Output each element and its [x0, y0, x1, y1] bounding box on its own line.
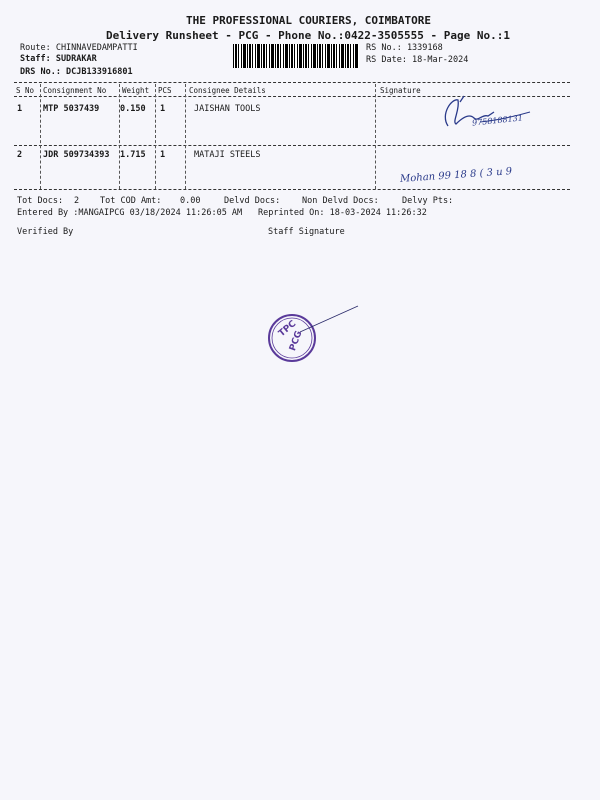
row2-weight: 1.715: [120, 150, 146, 160]
row1-bottom-rule: [14, 145, 570, 146]
tot-docs-label: Tot Docs:: [17, 196, 64, 206]
barcode: [233, 44, 359, 68]
company-stamp: [266, 312, 318, 364]
header-consignee: Consignee Details: [189, 86, 266, 95]
signature-row2-text: Mohan 99 18 8 ( 3 u 9: [399, 166, 513, 185]
col-divider: [40, 84, 41, 189]
rs-number: RS No.: 1339168: [366, 43, 443, 53]
delvy-pts-label: Delvy Pts:: [402, 196, 454, 206]
header-consignment: Consignment No: [43, 86, 107, 95]
staff-label: Staff: SUDRAKAR: [20, 54, 97, 64]
rs-date: RS Date: 18-Mar-2024: [366, 55, 469, 65]
row1-consignee: JAISHAN TOOLS: [194, 104, 261, 114]
col-divider: [155, 84, 156, 189]
row1-sno: 1: [17, 104, 23, 114]
row1-consignment: MTP 5037439: [43, 104, 100, 114]
row2-consignee: MATAJI STEELS: [194, 150, 261, 160]
row1-pcs: 1: [160, 104, 166, 114]
header-sno: S No: [16, 86, 35, 95]
header-signature: Signature: [380, 86, 421, 95]
verified-by-label: Verified By: [17, 227, 74, 237]
drs-number: DRS No.: DCJB133916801: [20, 67, 133, 77]
col-divider: [119, 84, 120, 189]
col-divider: [375, 84, 376, 189]
stamp-text-bottom: PCG: [288, 329, 305, 353]
row1-weight: 0.150: [120, 104, 146, 114]
row2-consignment: JDR 509734393: [43, 150, 110, 160]
col-divider: [185, 84, 186, 189]
signature-row2: [400, 166, 570, 192]
stamp-text-top: TPC: [277, 318, 299, 340]
staff-signature-label: Staff Signature: [268, 227, 345, 237]
runsheet-subtitle: Delivery Runsheet - PCG - Phone No.:0422-3505555 - Page No.:1: [106, 29, 510, 42]
row2-sno: 2: [17, 150, 23, 160]
company-title: THE PROFESSIONAL COURIERS, COIMBATORE: [186, 14, 432, 27]
tot-cod-label: Tot COD Amt:: [100, 196, 162, 206]
signature-row1: [430, 92, 540, 136]
header-weight: Weight: [122, 86, 150, 95]
signature-row1-number: 9758188131: [471, 113, 524, 128]
reprinted-on: Reprinted On: 18-03-2024 11:26:32: [258, 208, 427, 218]
table-top-rule: [14, 82, 570, 83]
delvd-docs-label: Delvd Docs:: [224, 196, 281, 206]
route-label: Route: CHINNAVEDAMPATTI: [20, 43, 138, 53]
row2-pcs: 1: [160, 150, 166, 160]
non-delvd-docs-label: Non Delvd Docs:: [302, 196, 379, 206]
tot-cod-value: 0.00: [180, 196, 201, 206]
tot-docs-value: 2: [74, 196, 80, 206]
header-pcs: PCS: [158, 86, 172, 95]
signature-scribble: [430, 92, 540, 136]
entered-by: Entered By :MANGAIPCG 03/18/2024 11:26:05 AM: [17, 208, 243, 218]
